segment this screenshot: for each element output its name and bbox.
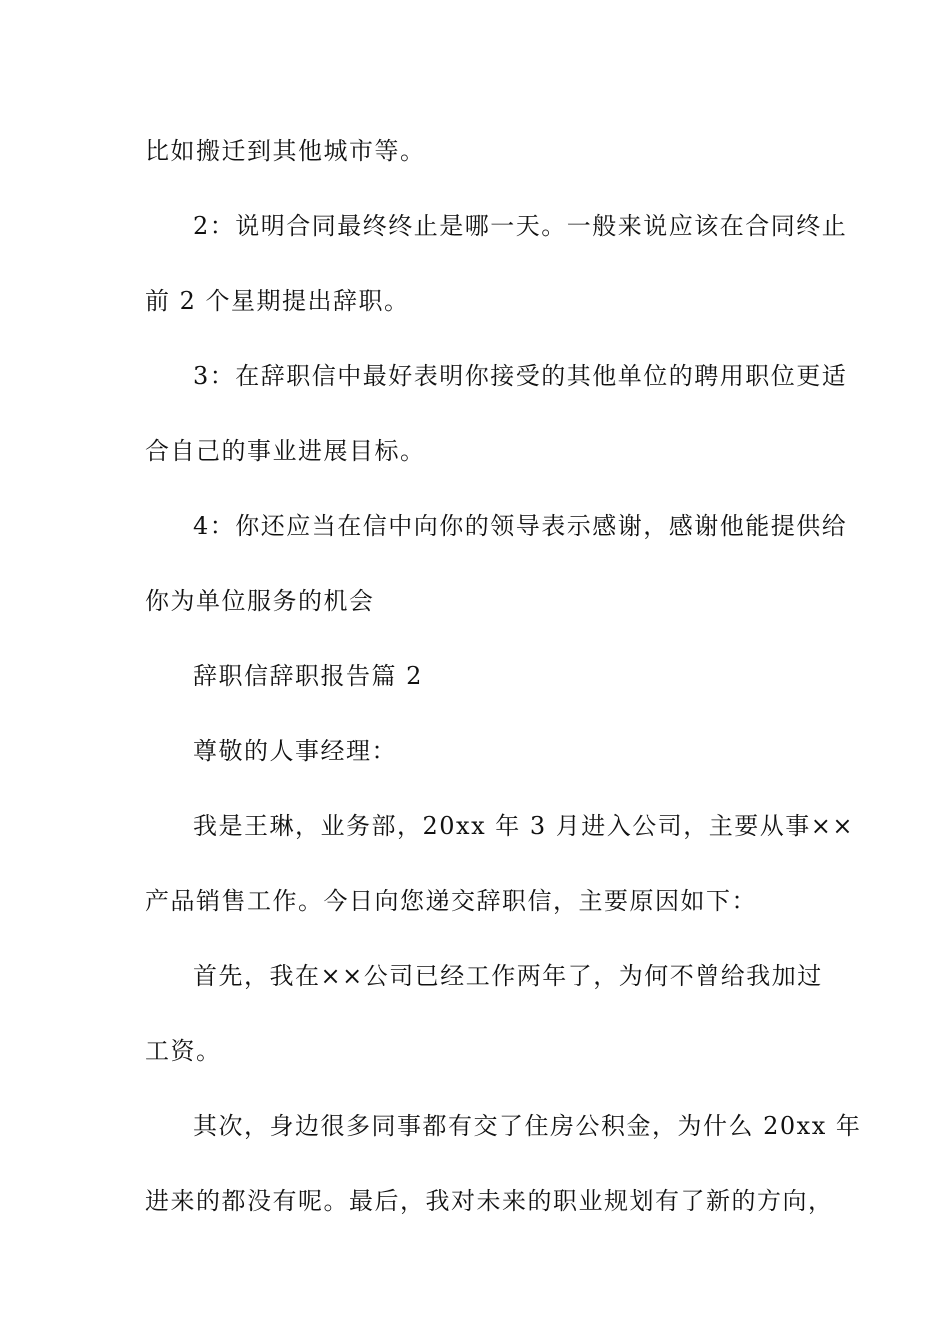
paragraph-line: 3：在辞职信中最好表明你接受的其他单位的聘用职位更适 [193, 362, 848, 390]
paragraph-line: 产品销售工作。今日向您递交辞职信，主要原因如下： [145, 887, 757, 915]
paragraph-line: 2：说明合同最终终止是哪一天。一般来说应该在合同终止 [193, 212, 848, 240]
paragraph-line: 前 2 个星期提出辞职。 [145, 287, 410, 315]
paragraph-line: 4：你还应当在信中向你的领导表示感谢，感谢他能提供给 [193, 512, 848, 540]
paragraph-line: 进来的都没有呢。最后，我对未来的职业规划有了新的方向， [145, 1187, 834, 1215]
paragraph-line: 我是王琳，业务部，20xx 年 3 月进入公司，主要从事×× [193, 812, 854, 840]
paragraph-line: 其次，身边很多同事都有交了住房公积金，为什么 20xx 年 [193, 1112, 862, 1140]
section-heading: 辞职信辞职报告篇 2 [193, 662, 423, 690]
salutation: 尊敬的人事经理： [193, 737, 397, 765]
paragraph-line: 工资。 [145, 1037, 222, 1065]
paragraph-line: 你为单位服务的机会 [145, 587, 375, 615]
paragraph-line: 合自己的事业进展目标。 [145, 437, 426, 465]
paragraph-line: 首先，我在××公司已经工作两年了，为何不曾给我加过 [193, 962, 823, 990]
paragraph-line: 比如搬迁到其他城市等。 [145, 137, 426, 165]
